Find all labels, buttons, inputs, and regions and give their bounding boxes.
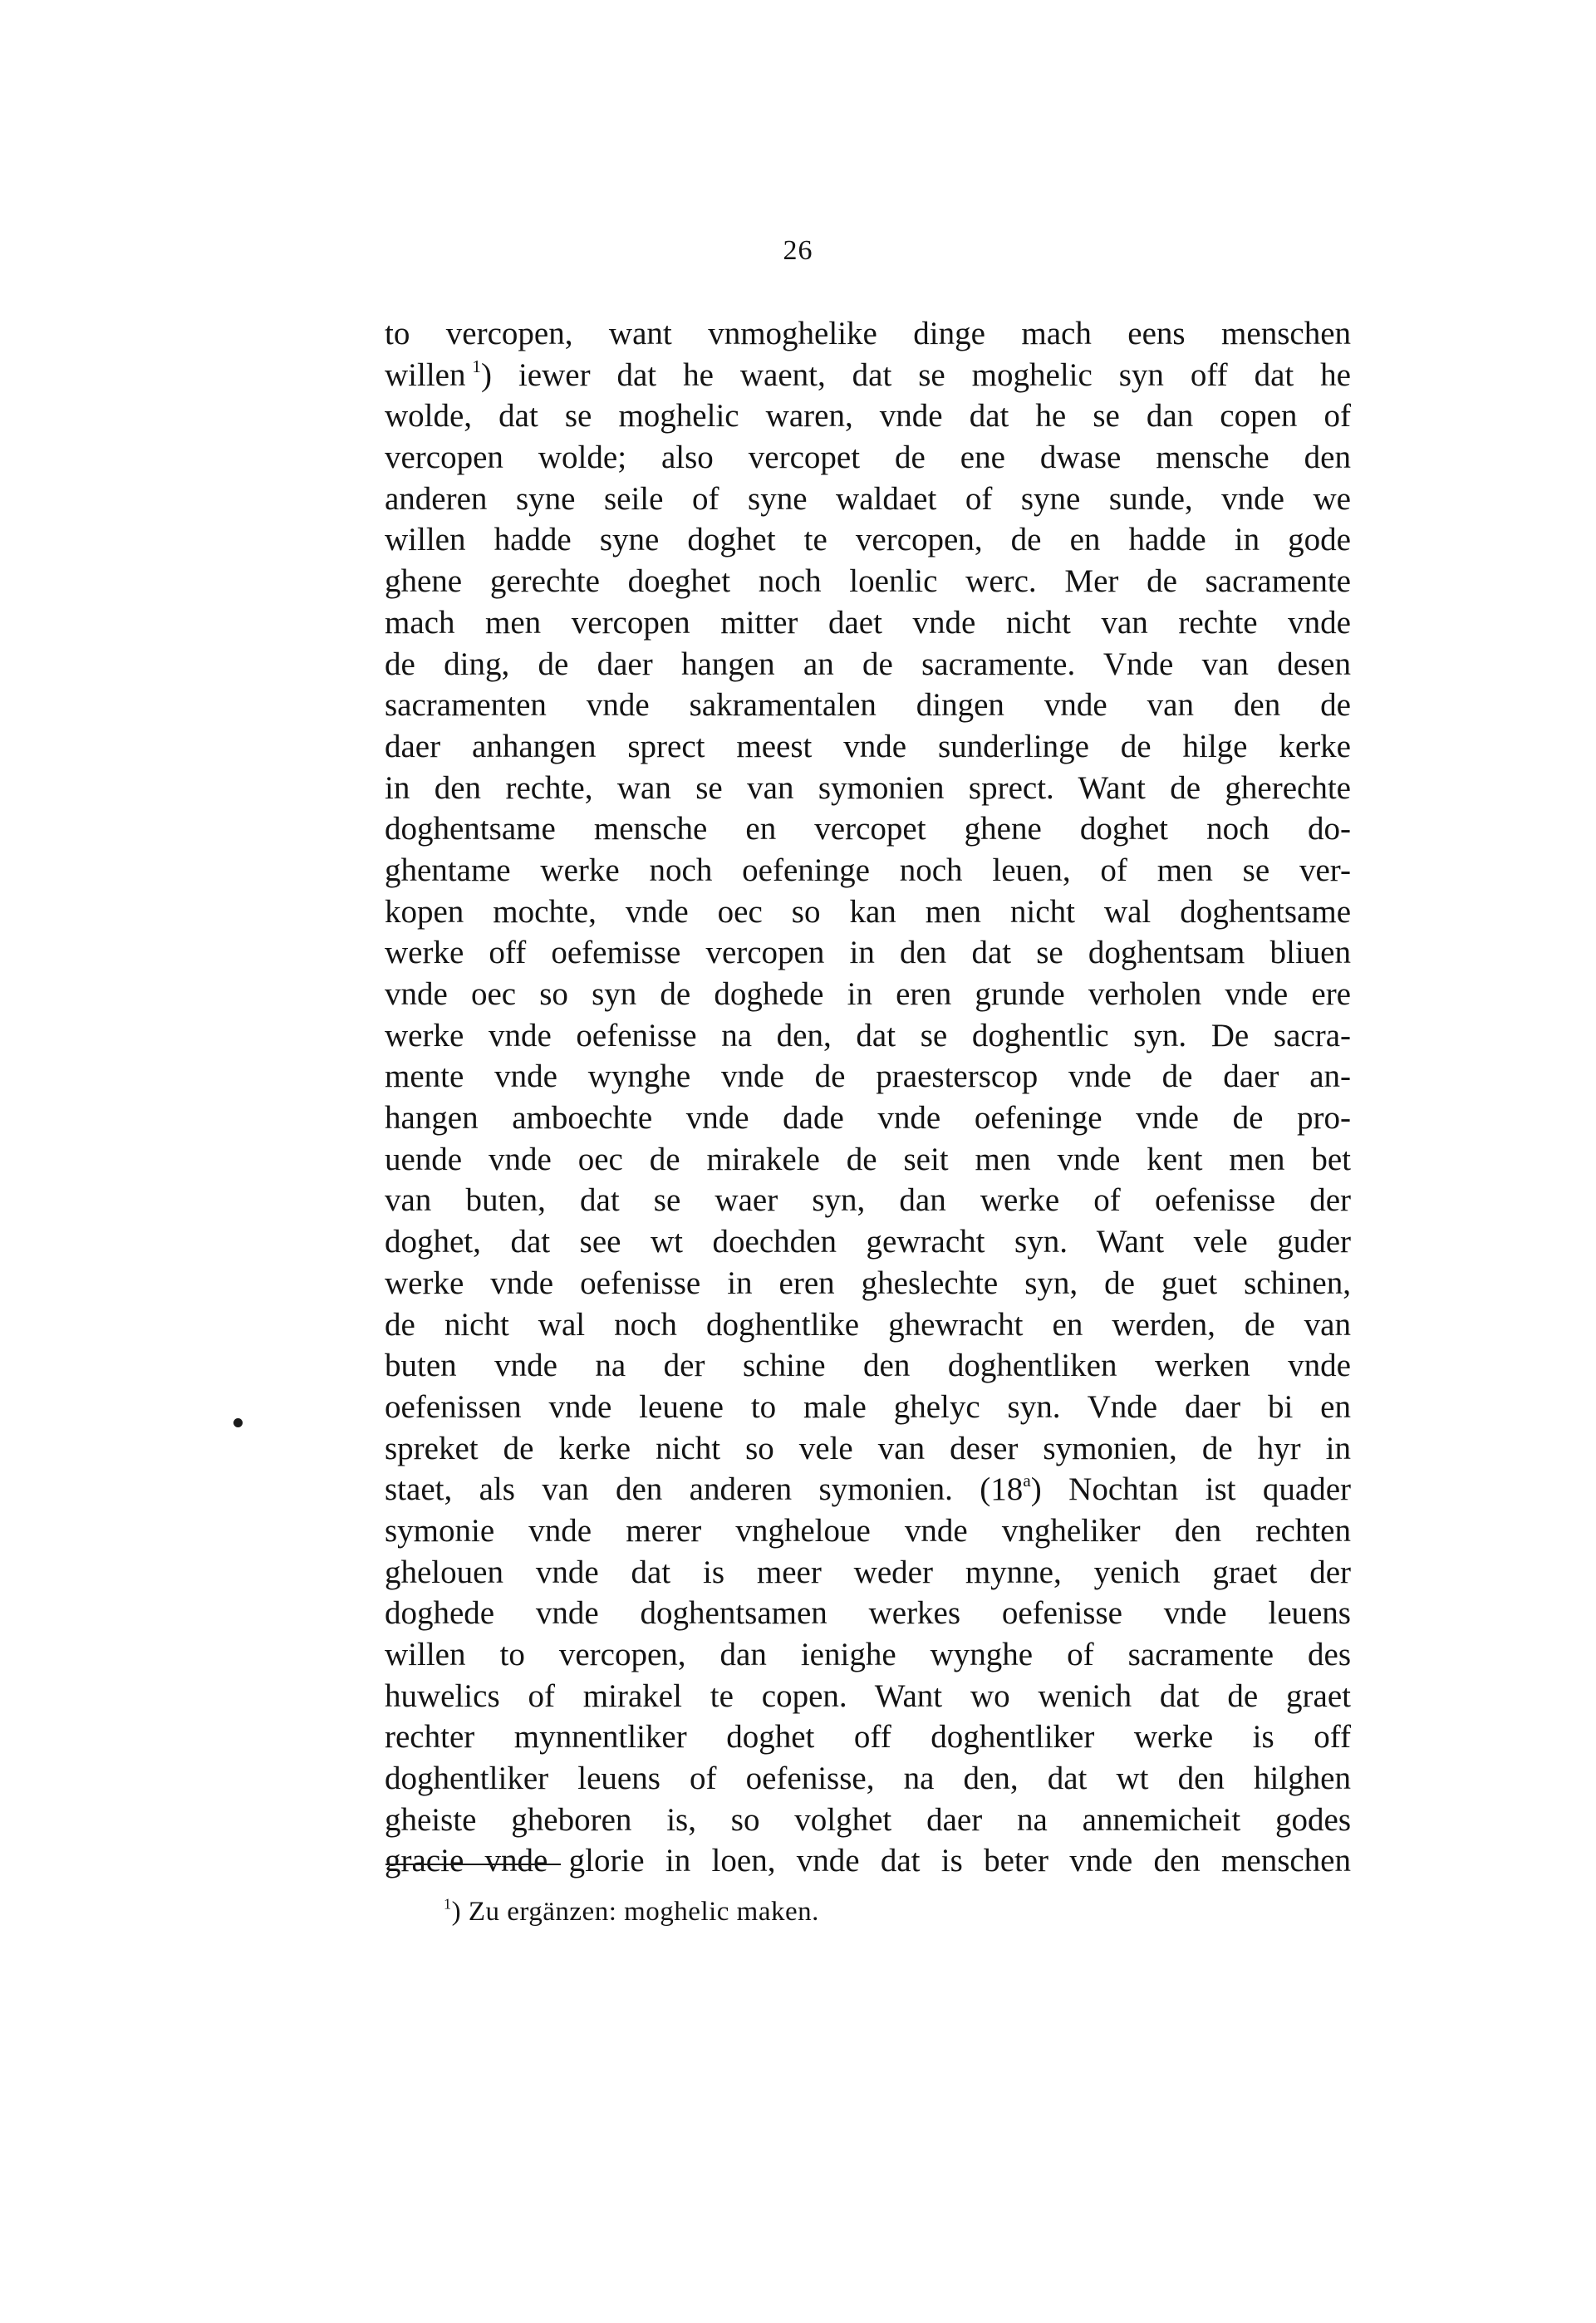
text-line: symonie vnde merer vngheloue vnde vngheliker den rechten — [385, 1512, 1351, 1549]
text-line: buten vnde na der schine den doghentliken werken vnde — [385, 1348, 1351, 1384]
text-line: de ding, de daer hangen an de sacramente. Vnde van desen — [385, 646, 1351, 682]
text-line — [385, 355, 1351, 396]
text-line: sacramenten vnde sakramentalen dingen vnde van den de — [385, 687, 1351, 724]
text-line: kopen mochte, vnde oec so kan men nicht wal doghentsame — [385, 893, 1351, 930]
text-fragment: willen — [385, 356, 466, 393]
text-line: oefenissen vnde leuene to male ghelyc syn. Vnde daer bi en — [385, 1388, 1351, 1425]
text-line: uende vnde oec de mirakele de seit men vnde kent men bet — [385, 1141, 1351, 1177]
marginal-reference: a — [1023, 1471, 1031, 1491]
text-line: ghelouen vnde dat is meer weder mynne, yenich graet der — [385, 1554, 1351, 1590]
text-line: doghet, dat see wt doechden gewracht syn. Want vele guder — [385, 1224, 1351, 1260]
text-line: willen to vercopen, dan ienighe wynghe of sacramente des — [385, 1637, 1351, 1672]
text-line — [385, 1469, 1351, 1510]
text-line: rechter mynnentliker doghet off doghentliker werke is off — [385, 1719, 1351, 1756]
text-line: gheiste gheboren is, so volghet daer na annemicheit godes — [385, 1801, 1351, 1838]
footnote-marker: 1 — [444, 1895, 452, 1913]
text-line: hangen amboechte vnde dade vnde oefeninge vnde de pro- — [385, 1100, 1351, 1137]
text-line: wolde, dat se moghelic waren, vnde dat he se dan copen of — [385, 398, 1351, 435]
text-line: ghene gerechte doeghet noch loenlic werc. Mer de sacramente — [385, 563, 1351, 600]
text-line: mach men vercopen mitter daet vnde nicht van rechte vnde — [385, 604, 1351, 641]
text-line: de nicht wal noch doghentlike ghewracht en werden, de van — [385, 1306, 1351, 1343]
text-line: gracie vnde glorie in loen, vnde dat is beter vnde den menschen — [385, 1843, 1351, 1879]
text-line: anderen syne seile of syne waldaet of syne sunde, vnde we — [385, 480, 1351, 517]
text-fragment: ) Nochtan ist quader — [1030, 1471, 1351, 1508]
text-line: in den rechte, wan se van symonien sprect. Want de gherechte — [385, 769, 1351, 806]
text-line: vnde oec so syn de doghede in eren grunde verholen vnde ere — [385, 976, 1351, 1012]
text-line: werke off oefemisse vercopen in den dat se doghentsam bliuen — [385, 935, 1351, 971]
text-line: van buten, dat se waer syn, dan werke of oefenisse der — [385, 1182, 1351, 1219]
footnote-text: ) Zu ergänzen: moghelic maken. — [451, 1897, 819, 1927]
text-fragment: ) iewer dat he waent, dat se moghelic syn off dat he — [481, 356, 1351, 393]
page-number: 26 — [783, 235, 813, 266]
margin-dot — [233, 1418, 243, 1427]
text-line: spreket de kerke nicht so vele van deser symonien, de hyr in — [385, 1430, 1351, 1466]
text-line: to vercopen, want vnmoghelike dinge mach eens menschen — [385, 316, 1351, 351]
text-line: mente vnde wynghe vnde de praesterscop vnde de daer an- — [385, 1058, 1351, 1095]
text-fragment: staet, als van den anderen symonien. (18 — [385, 1471, 1024, 1508]
text-line: doghede vnde doghentsamen werkes oefenisse vnde leuens — [385, 1595, 1351, 1632]
text-line: doghentsame mensche en vercopet ghene doghet noch do- — [385, 811, 1351, 847]
text-line: daer anhangen sprect meest vnde sunderlinge de hilge kerke — [385, 728, 1351, 764]
footnote-rule — [385, 1864, 561, 1865]
text-line: werke vnde oefenisse na den, dat se doghentlic syn. De sacra- — [385, 1017, 1351, 1053]
text-line: ghentame werke noch oefeninge noch leuen, of men se ver- — [385, 852, 1351, 888]
text-line: vercopen wolde; also vercopet de ene dwase mensche den — [385, 440, 1351, 476]
body-text — [385, 313, 1351, 1882]
text-line: huwelics of mirakel te copen. Want wo wenich dat de graet — [385, 1677, 1351, 1714]
text-line: werke vnde oefenisse in eren gheslechte syn, de guet schinen, — [385, 1265, 1351, 1301]
footnote-reference: 1 — [472, 356, 482, 376]
text-line: willen hadde syne doghet te vercopen, de en hadde in gode — [385, 522, 1351, 558]
footnote — [444, 1895, 819, 1928]
text-line: doghentliker leuens of oefenisse, na den, dat wt den hilghen — [385, 1761, 1351, 1797]
